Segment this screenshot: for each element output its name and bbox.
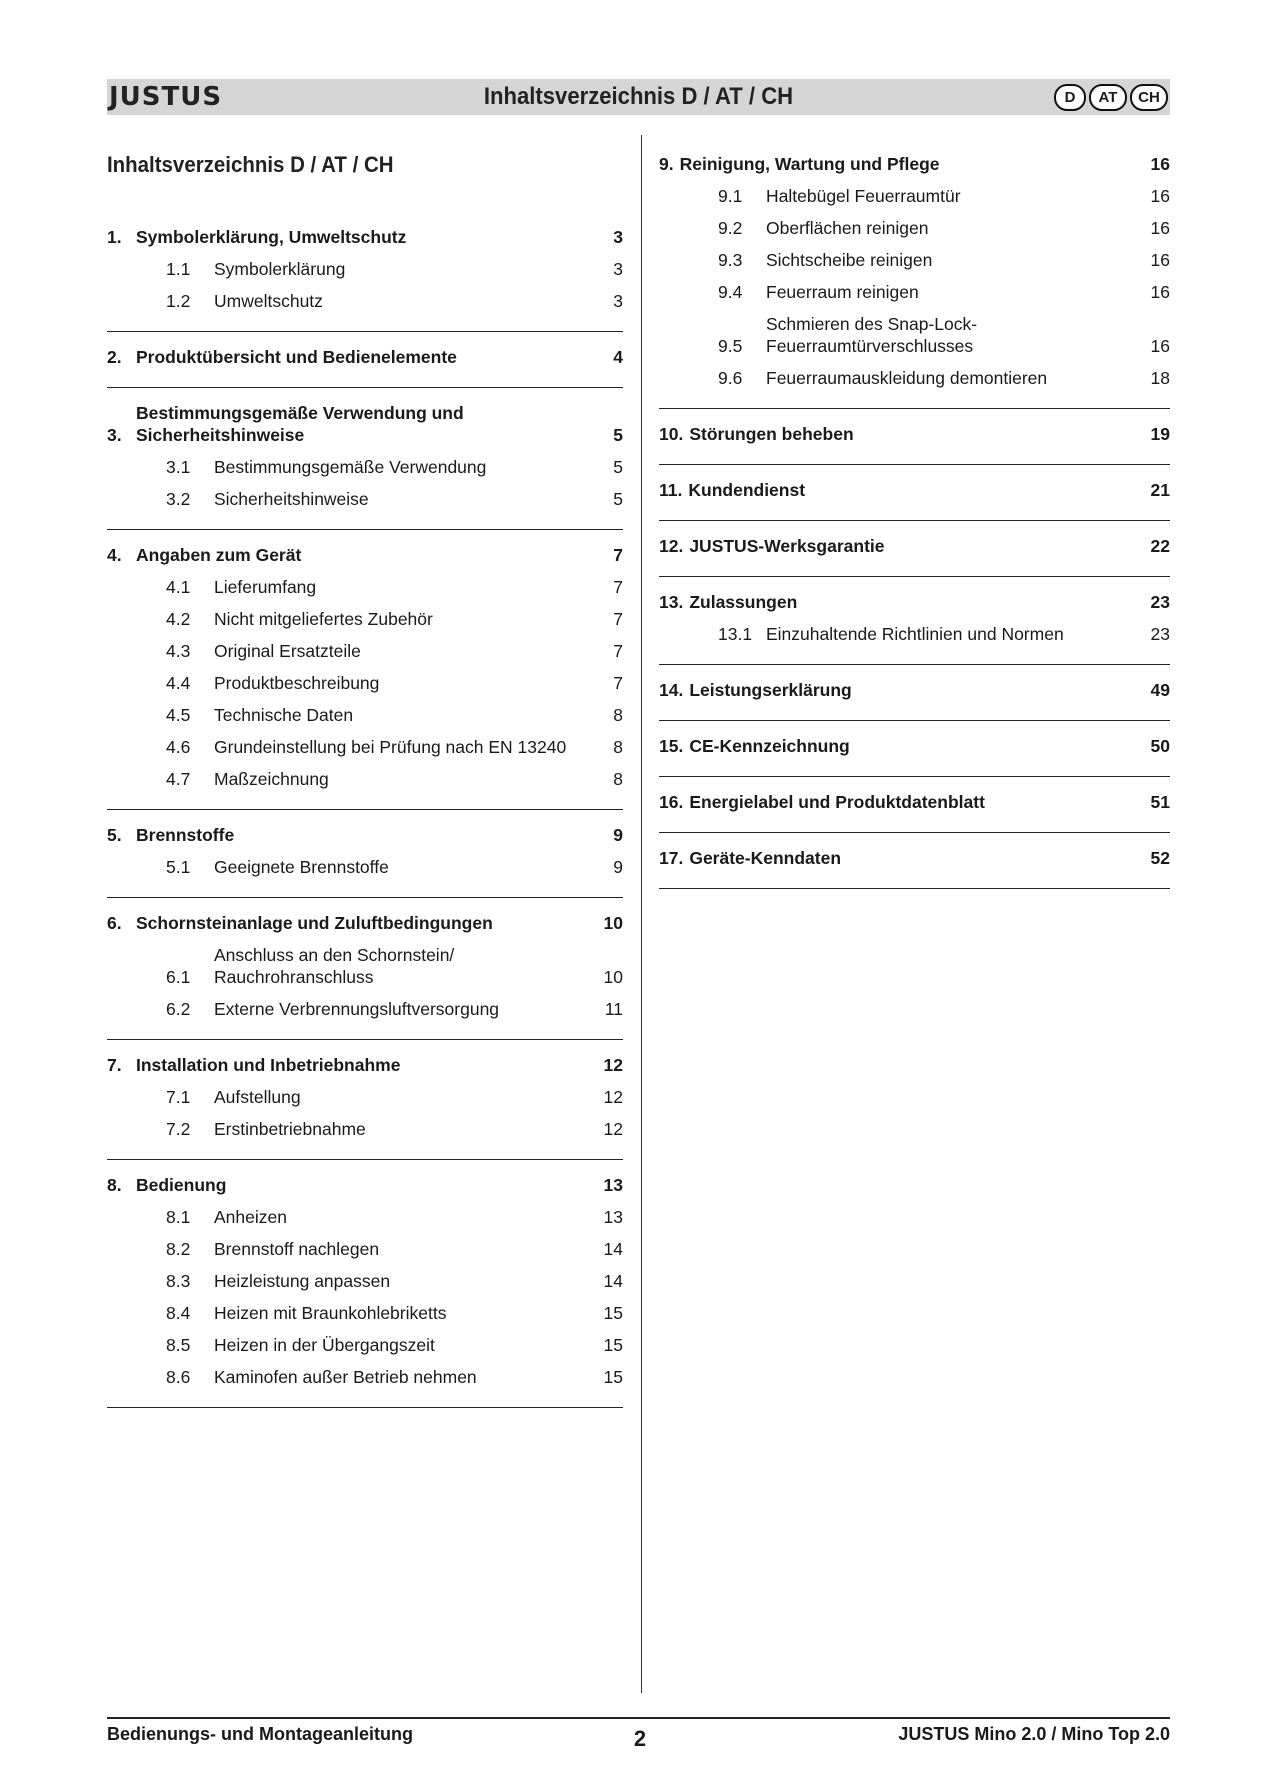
- toc-chapter-entry[interactable]: [659, 674, 1170, 706]
- chapter-number: 8.: [107, 1175, 122, 1195]
- chapter-page: 49: [1150, 680, 1170, 700]
- chapter-title: Brennstoffe: [136, 825, 235, 845]
- chapter-page: 9: [613, 825, 623, 845]
- toc-subsection-entry[interactable]: [107, 253, 623, 285]
- toc-subsection-entry[interactable]: [107, 1113, 623, 1145]
- subsection-page: 8: [613, 769, 623, 789]
- toc-chapter-entry[interactable]: [107, 819, 623, 851]
- toc-chapter-entry[interactable]: [659, 530, 1170, 562]
- chapter-page: 10: [603, 913, 623, 933]
- subsection-page: 5: [613, 457, 623, 477]
- toc-section: [107, 212, 623, 332]
- chapter-title: Energielabel und Produktdatenblatt: [689, 792, 985, 812]
- subsection-title: Anschluss an den Schornstein/ Rauchrohranschluss: [214, 945, 455, 987]
- chapter-number: 5.: [107, 825, 122, 845]
- toc-subsection-entry[interactable]: [107, 1265, 623, 1297]
- toc-subsection-entry[interactable]: [107, 1361, 623, 1393]
- toc-subsection-entry[interactable]: [107, 993, 623, 1025]
- toc-subsection-entry[interactable]: [107, 939, 623, 993]
- footer-page-number: 2: [633, 1726, 647, 1751]
- subsection-title: Maßzeichnung: [214, 769, 329, 789]
- subsection-number: 8.6: [166, 1367, 191, 1387]
- subsection-number: 9.2: [718, 218, 743, 238]
- subsection-page: 7: [613, 577, 623, 597]
- subsection-number: 8.5: [166, 1335, 191, 1355]
- chapter-number: 13.: [659, 592, 684, 612]
- subsection-title: Einzuhaltende Richtlinien und Normen: [766, 624, 1064, 644]
- toc-subsection-entry[interactable]: [107, 1233, 623, 1265]
- subsection-title: Heizen mit Braunkohlebriketts: [214, 1303, 447, 1323]
- subsection-title: Feuerraumauskleidung demontieren: [766, 368, 1048, 388]
- justus-logo: JUSTUS: [109, 82, 223, 112]
- page-header: [107, 79, 1170, 115]
- subsection-page: 23: [1150, 624, 1170, 644]
- toc-subsection-entry[interactable]: [107, 635, 623, 667]
- subsection-title: Umweltschutz: [214, 291, 323, 311]
- subsection-page: 13: [603, 1207, 623, 1227]
- toc-section: [107, 332, 623, 388]
- subsection-number: 1.2: [166, 291, 191, 311]
- country-badge-at: AT: [1089, 84, 1127, 111]
- subsection-title: Lieferumfang: [214, 577, 317, 597]
- chapter-number: 6.: [107, 913, 122, 933]
- subsection-page: 7: [613, 641, 623, 661]
- toc-section: [659, 665, 1170, 721]
- chapter-page: 3: [613, 227, 623, 247]
- chapter-page: 12: [603, 1055, 623, 1075]
- subsection-number: 9.4: [718, 282, 743, 302]
- chapter-number: 14.: [659, 680, 684, 700]
- toc-subsection-entry[interactable]: [659, 362, 1170, 394]
- chapter-page: 7: [613, 545, 623, 565]
- toc-chapter-entry[interactable]: [659, 730, 1170, 762]
- chapter-page: 4: [613, 347, 623, 367]
- toc-section: [659, 148, 1170, 409]
- subsection-page: 8: [613, 737, 623, 757]
- subsection-page: 16: [1150, 282, 1170, 302]
- subsection-title: Original Ersatzteile: [214, 641, 361, 661]
- subsection-number: 7.1: [166, 1087, 191, 1107]
- chapter-page: 52: [1150, 848, 1170, 868]
- chapter-number: 7.: [107, 1055, 122, 1075]
- subsection-title: Technische Daten: [214, 705, 354, 725]
- subsection-page: 14: [603, 1239, 623, 1259]
- toc-chapter-entry[interactable]: [659, 148, 1170, 180]
- toc-chapter-entry[interactable]: [107, 221, 623, 253]
- chapter-page: 23: [1150, 592, 1170, 612]
- subsection-page: 15: [603, 1303, 623, 1323]
- toc-subsection-entry[interactable]: [107, 1329, 623, 1361]
- toc-chapter-entry[interactable]: [107, 539, 623, 571]
- chapter-number: 12.: [659, 536, 684, 556]
- header-title: Inhaltsverzeichnis D / AT / CH: [483, 83, 794, 110]
- toc-subsection-entry[interactable]: [107, 1201, 623, 1233]
- country-badge-ch: CH: [1130, 84, 1168, 111]
- chapter-title: Kundendienst: [688, 480, 806, 500]
- subsection-title: Brennstoff nachlegen: [214, 1239, 380, 1259]
- chapter-page: 22: [1150, 536, 1170, 556]
- subsection-title: Haltebügel Feuerraumtür: [766, 186, 961, 206]
- country-badges: [1054, 84, 1168, 111]
- subsection-number: 3.1: [166, 457, 191, 477]
- subsection-title: Kaminofen außer Betrieb nehmen: [214, 1367, 477, 1387]
- toc-subsection-entry[interactable]: [107, 451, 623, 483]
- chapter-title: Leistungserklärung: [689, 680, 852, 700]
- chapter-page: 5: [613, 425, 623, 445]
- toc-section: [659, 409, 1170, 465]
- subsection-page: 18: [1150, 368, 1170, 388]
- subsection-title: Geeignete Brennstoffe: [214, 857, 389, 877]
- chapter-title: Geräte-Kenndaten: [689, 848, 842, 868]
- chapter-number: 10.: [659, 424, 684, 444]
- toc-section: [107, 1160, 623, 1408]
- toc-subsection-entry[interactable]: [107, 1081, 623, 1113]
- subsection-number: 8.1: [166, 1207, 191, 1227]
- subsection-title: Anheizen: [214, 1207, 287, 1227]
- subsection-page: 15: [603, 1335, 623, 1355]
- subsection-title: Schmieren des Snap-Lock- Feuerraumtürverschlusses: [766, 314, 978, 356]
- subsection-page: 14: [603, 1271, 623, 1291]
- subsection-page: 11: [604, 999, 623, 1019]
- subsection-title: Sichtscheibe reinigen: [766, 250, 933, 270]
- chapter-page: 51: [1150, 792, 1170, 812]
- subsection-title: Aufstellung: [214, 1087, 301, 1107]
- toc-chapter-entry[interactable]: [107, 907, 623, 939]
- toc-right-list: [659, 148, 1170, 889]
- toc-subsection-entry[interactable]: [659, 180, 1170, 212]
- subsection-title: Heizen in der Übergangszeit: [214, 1335, 435, 1355]
- subsection-page: 5: [613, 489, 623, 509]
- toc-subsection-entry[interactable]: [107, 667, 623, 699]
- chapter-title: Bestimmungsgemäße Verwendung und Sicherheitshinweise: [136, 403, 464, 445]
- subsection-title: Produktbeschreibung: [214, 673, 380, 693]
- chapter-title: JUSTUS-Werksgarantie: [689, 536, 885, 556]
- toc-title: Inhaltsverzeichnis D / AT / CH: [107, 152, 394, 177]
- toc-chapter-entry[interactable]: [659, 842, 1170, 874]
- footer-divider: [107, 1717, 1170, 1719]
- chapter-page: 21: [1150, 480, 1170, 500]
- chapter-title: Störungen beheben: [689, 424, 854, 444]
- subsection-number: 7.2: [166, 1119, 191, 1139]
- toc-chapter-entry[interactable]: [659, 786, 1170, 818]
- subsection-page: 12: [603, 1087, 623, 1107]
- chapter-number: 4.: [107, 545, 122, 565]
- subsection-title: Externe Verbrennungsluftversorgung: [214, 999, 500, 1019]
- chapter-page: 19: [1150, 424, 1170, 444]
- subsection-page: 9: [613, 857, 623, 877]
- column-divider: [641, 135, 642, 1693]
- subsection-page: 7: [613, 609, 623, 629]
- toc-subsection-entry[interactable]: [107, 603, 623, 635]
- chapter-page: 16: [1150, 154, 1170, 174]
- chapter-title: Angaben zum Gerät: [136, 545, 302, 565]
- chapter-number: 17.: [659, 848, 684, 868]
- chapter-number: 11.: [659, 480, 683, 500]
- chapter-title: Bedienung: [136, 1175, 227, 1195]
- subsection-page: 3: [613, 259, 623, 279]
- subsection-number: 4.5: [166, 705, 191, 725]
- toc-section: [107, 898, 623, 1040]
- subsection-number: 4.3: [166, 641, 191, 661]
- subsection-page: 16: [1150, 218, 1170, 238]
- subsection-title: Heizleistung anpassen: [214, 1271, 391, 1291]
- chapter-number: 3.: [107, 425, 122, 445]
- toc-subsection-entry[interactable]: [107, 1297, 623, 1329]
- toc-left-list: [107, 212, 623, 1408]
- subsection-page: 3: [613, 291, 623, 311]
- toc-subsection-entry[interactable]: [659, 244, 1170, 276]
- toc-section: [659, 833, 1170, 889]
- subsection-number: 4.4: [166, 673, 191, 693]
- subsection-title: Symbolerklärung: [214, 259, 346, 279]
- chapter-title: Zulassungen: [689, 592, 798, 612]
- toc-chapter-entry[interactable]: [107, 341, 623, 373]
- toc-subsection-entry[interactable]: [107, 285, 623, 317]
- toc-right-column: [659, 148, 1170, 889]
- chapter-page: 50: [1150, 736, 1170, 756]
- subsection-number: 4.6: [166, 737, 191, 757]
- subsection-number: 1.1: [166, 259, 191, 279]
- toc-subsection-entry[interactable]: [659, 212, 1170, 244]
- subsection-number: 4.1: [166, 577, 191, 597]
- footer-product-name: JUSTUS Mino 2.0 / Mino Top 2.0: [898, 1724, 1170, 1744]
- chapter-number: 16.: [659, 792, 684, 812]
- chapter-title: Produktübersicht und Bedienelemente: [136, 347, 457, 367]
- subsection-title: Nicht mitgeliefertes Zubehör: [214, 609, 433, 629]
- toc-subsection-entry[interactable]: [107, 851, 623, 883]
- toc-subsection-entry[interactable]: [659, 308, 1170, 362]
- toc-chapter-entry[interactable]: [107, 1169, 623, 1201]
- chapter-title: Schornsteinanlage und Zuluftbedingungen: [136, 913, 493, 933]
- subsection-number: 9.5: [718, 336, 743, 356]
- toc-chapter-entry[interactable]: [659, 474, 1170, 506]
- subsection-number: 3.2: [166, 489, 191, 509]
- subsection-number: 4.2: [166, 609, 191, 629]
- subsection-title: Erstinbetriebnahme: [214, 1119, 366, 1139]
- toc-section: [659, 721, 1170, 777]
- subsection-number: 9.3: [718, 250, 743, 270]
- chapter-title: Symbolerklärung, Umweltschutz: [136, 227, 407, 247]
- subsection-page: 16: [1150, 250, 1170, 270]
- subsection-page: 10: [603, 967, 623, 987]
- subsection-title: Sicherheitshinweise: [214, 489, 369, 509]
- chapter-title: Reinigung, Wartung und Pflege: [679, 154, 940, 174]
- toc-chapter-entry[interactable]: [659, 418, 1170, 450]
- toc-chapter-entry[interactable]: [107, 1049, 623, 1081]
- toc-subsection-entry[interactable]: [659, 276, 1170, 308]
- subsection-number: 6.2: [166, 999, 191, 1019]
- chapter-number: 15.: [659, 736, 684, 756]
- footer-manual-title: Bedienungs- und Montageanleitung: [107, 1724, 413, 1744]
- toc-section: [659, 465, 1170, 521]
- toc-subsection-entry[interactable]: [659, 618, 1170, 650]
- subsection-number: 8.3: [166, 1271, 191, 1291]
- subsection-title: Feuerraum reinigen: [766, 282, 919, 302]
- subsection-number: 6.1: [166, 967, 191, 987]
- toc-subsection-entry[interactable]: [107, 763, 623, 795]
- subsection-page: 15: [603, 1367, 623, 1387]
- chapter-number: 1.: [107, 227, 122, 247]
- subsection-page: 7: [613, 673, 623, 693]
- toc-section: [107, 388, 623, 530]
- toc-subsection-entry[interactable]: [107, 699, 623, 731]
- subsection-number: 4.7: [166, 769, 191, 789]
- toc-section: [107, 530, 623, 810]
- country-badge-d: D: [1054, 84, 1086, 111]
- subsection-page: 8: [613, 705, 623, 725]
- toc-subsection-entry[interactable]: [107, 483, 623, 515]
- toc-chapter-entry[interactable]: [107, 397, 623, 451]
- chapter-title: CE-Kennzeichnung: [689, 736, 850, 756]
- subsection-number: 13.1: [718, 624, 753, 644]
- subsection-number: 8.4: [166, 1303, 191, 1323]
- toc-section: [659, 777, 1170, 833]
- subsection-title: Grundeinstellung bei Prüfung nach EN 13240: [214, 737, 567, 757]
- subsection-page: 12: [603, 1119, 623, 1139]
- toc-chapter-entry[interactable]: [659, 586, 1170, 618]
- subsection-number: 9.1: [718, 186, 743, 206]
- subsection-title: Oberflächen reinigen: [766, 218, 929, 238]
- toc-subsection-entry[interactable]: [107, 731, 623, 763]
- subsection-number: 8.2: [166, 1239, 191, 1259]
- chapter-number: 9.: [659, 154, 674, 174]
- subsection-number: 5.1: [166, 857, 191, 877]
- toc-section: [107, 1040, 623, 1160]
- subsection-page: 16: [1150, 186, 1170, 206]
- toc-section: [107, 810, 623, 898]
- toc-subsection-entry[interactable]: [107, 571, 623, 603]
- subsection-title: Bestimmungsgemäße Verwendung: [214, 457, 487, 477]
- subsection-page: 16: [1150, 336, 1170, 356]
- toc-section: [659, 521, 1170, 577]
- toc-left-column: [107, 148, 623, 1408]
- toc-section: [659, 577, 1170, 665]
- chapter-title: Installation und Inbetriebnahme: [136, 1055, 401, 1075]
- chapter-page: 13: [603, 1175, 623, 1195]
- chapter-number: 2.: [107, 347, 122, 367]
- subsection-number: 9.6: [718, 368, 743, 388]
